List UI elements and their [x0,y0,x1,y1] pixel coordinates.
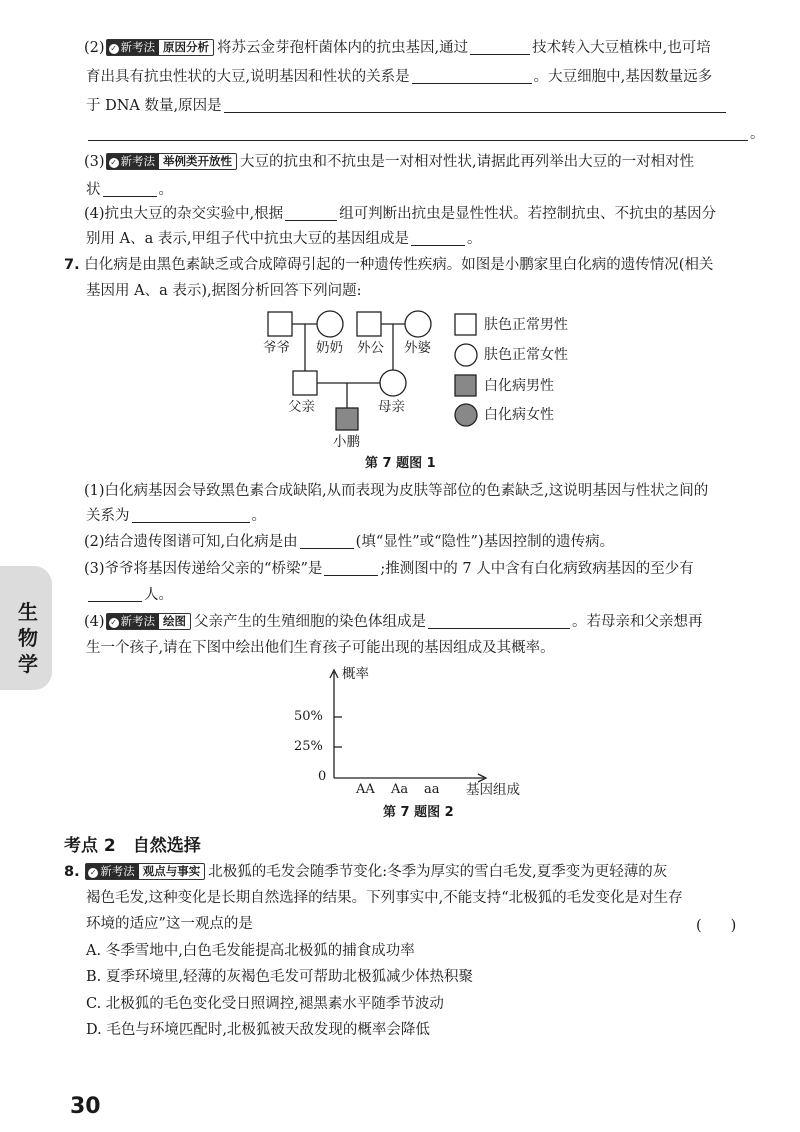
q6-part2-line3: 于 DNA 数量,原因是 [86,96,728,116]
graph-origin-label: 0 [318,769,327,784]
q8-option-a[interactable]: A. 冬季雪地中,白色毛发能提高北极狐的捕食成功率 [86,943,415,959]
label-child: 小鹏 [333,434,360,450]
page-number: 30 [70,1094,101,1119]
q7-part4-line1: (4) ✓ 新考法 绘图 父亲产生的生殖细胞的染色体组成是 。若母亲和父亲想再 [84,614,703,630]
q6-part2-line2: 育出具有抗虫性状的大豆,说明基因和性状的关系是 。大豆细胞中,基因数量远多 [86,69,713,85]
badge-icon: ✓ [110,618,117,627]
label-father: 父亲 [288,399,315,415]
q8-option-b[interactable]: B. 夏季环境里,轻薄的灰褐色毛发可帮助北极狐减少体热积聚 [86,969,473,985]
q8-stem-line3: 环境的适应”这一观点的是 [86,916,253,932]
graph-x-category: AA [356,782,375,797]
q6-part3-line2: 状 。 [86,182,173,198]
q8-stem-line2: 褐色毛发,这种变化是长期自然选择的结果。下列事实中,不能支持“北极狐的毛发变化是对生存 [86,890,683,906]
badge-icon: ✓ [110,158,117,167]
legend-label: 肤色正常女性 [484,347,568,363]
new-exam-method-tag: ✓ 新考法 原因分析 [106,39,215,56]
side-tab-char: 学 [18,652,38,676]
q7-part1-line2: 关系为 。 [86,508,266,524]
figure-caption: 第 7 题图 1 [365,456,436,471]
q7-stem-line1: 7. 白化病是由黑色素缺乏或合成障碍引起的一种遗传性疾病。如图是小鹏家里白化病的遗传情况(相关 [64,257,714,273]
q6-part2-line1: (2) ✓ 新考法 原因分析 将苏云金芽孢杆菌体内的抗虫基因,通过 技术转入大豆植株中,也可培 [84,40,711,56]
q6-part3-line1: (3) ✓ 新考法 举例类开放性 大豆的抗虫和不抗虫是一对相对性状,请据此再列举出大豆的一对相对性 [84,154,695,170]
q7-part4-line2: 生一个孩子,请在下图中绘出他们生育孩子可能出现的基因组成及其概率。 [86,640,555,656]
section-title: 考点 2 自然选择 [64,836,201,856]
q8-option-d[interactable]: D. 毛色与环境匹配时,北极狐被天敌发现的概率会降低 [86,1022,430,1038]
answer-parentheses[interactable]: ( ) [696,918,737,934]
side-tab-char: 物 [18,626,38,650]
graph-y-tick-label: 50% [294,709,323,724]
graph-y-label: 概率 [342,666,369,682]
label-grandpa-maternal: 外公 [357,340,384,356]
subject-side-tab [0,566,52,690]
new-exam-method-tag: ✓ 新考法 观点与事实 [85,863,205,880]
q7-part1-line1: (1)白化病基因会导致黑色素合成缺陷,从而表现为皮肤等部位的色素缺乏,这说明基因与性状之间的 [84,483,709,499]
figure-caption: 第 7 题图 2 [383,805,454,820]
label-grandpa: 爷爷 [263,340,290,356]
q8-stem-line1: 8. ✓ 新考法 观点与事实 北极狐的毛发会随季节变化:冬季为厚实的雪白毛发,夏季变为更轻薄的灰 [64,864,668,880]
q7-part2-line1: (2)结合遗传图谱可知,白化病是由 (填“显性”或“隐性”)基因控制的遗传病。 [84,534,615,550]
side-tab-char: 生 [18,600,38,624]
q7-part3-line2: 人。 [86,585,173,605]
q7-part3-line1: (3)爷爷将基因传递给父亲的“桥梁”是 ;推测图中的 7 人中含有白化病致病基因的至少有 [84,561,694,577]
q7-stem-line2: 基因用 A、a 表示),据图分析回答下列问题: [86,283,362,299]
q6-part4-line2: 别用 A、a 表示,甲组子代中抗虫大豆的基因组成是 。 [86,231,482,247]
q6-part2-line4: 。 [86,124,765,144]
legend-label: 肤色正常男性 [484,317,568,333]
new-exam-method-tag: ✓ 新考法 举例类开放性 [106,153,238,170]
badge-icon: ✓ [89,868,97,877]
legend-label: 白化病女性 [484,407,554,423]
graph-x-label: 基因组成 [466,782,520,798]
graph-y-tick-label: 25% [294,739,323,754]
graph-x-category: Aa [391,782,409,797]
new-exam-method-tag: ✓ 新考法 绘图 [106,613,192,630]
label-grandma-maternal: 外婆 [404,340,431,356]
q6-part4-line1: (4)抗虫大豆的杂交实验中,根据 组可判断出抗虫是显性性状。若控制抗虫、不抗虫的基因分 [84,206,717,222]
legend-label: 白化病男性 [484,378,554,394]
badge-icon: ✓ [110,44,117,53]
q8-option-c[interactable]: C. 北极狐的毛色变化受日照调控,褪黑素水平随季节波动 [86,996,444,1012]
label-grandma: 奶奶 [316,340,343,356]
label-mother: 母亲 [378,399,405,415]
graph-x-category: aa [424,782,440,797]
